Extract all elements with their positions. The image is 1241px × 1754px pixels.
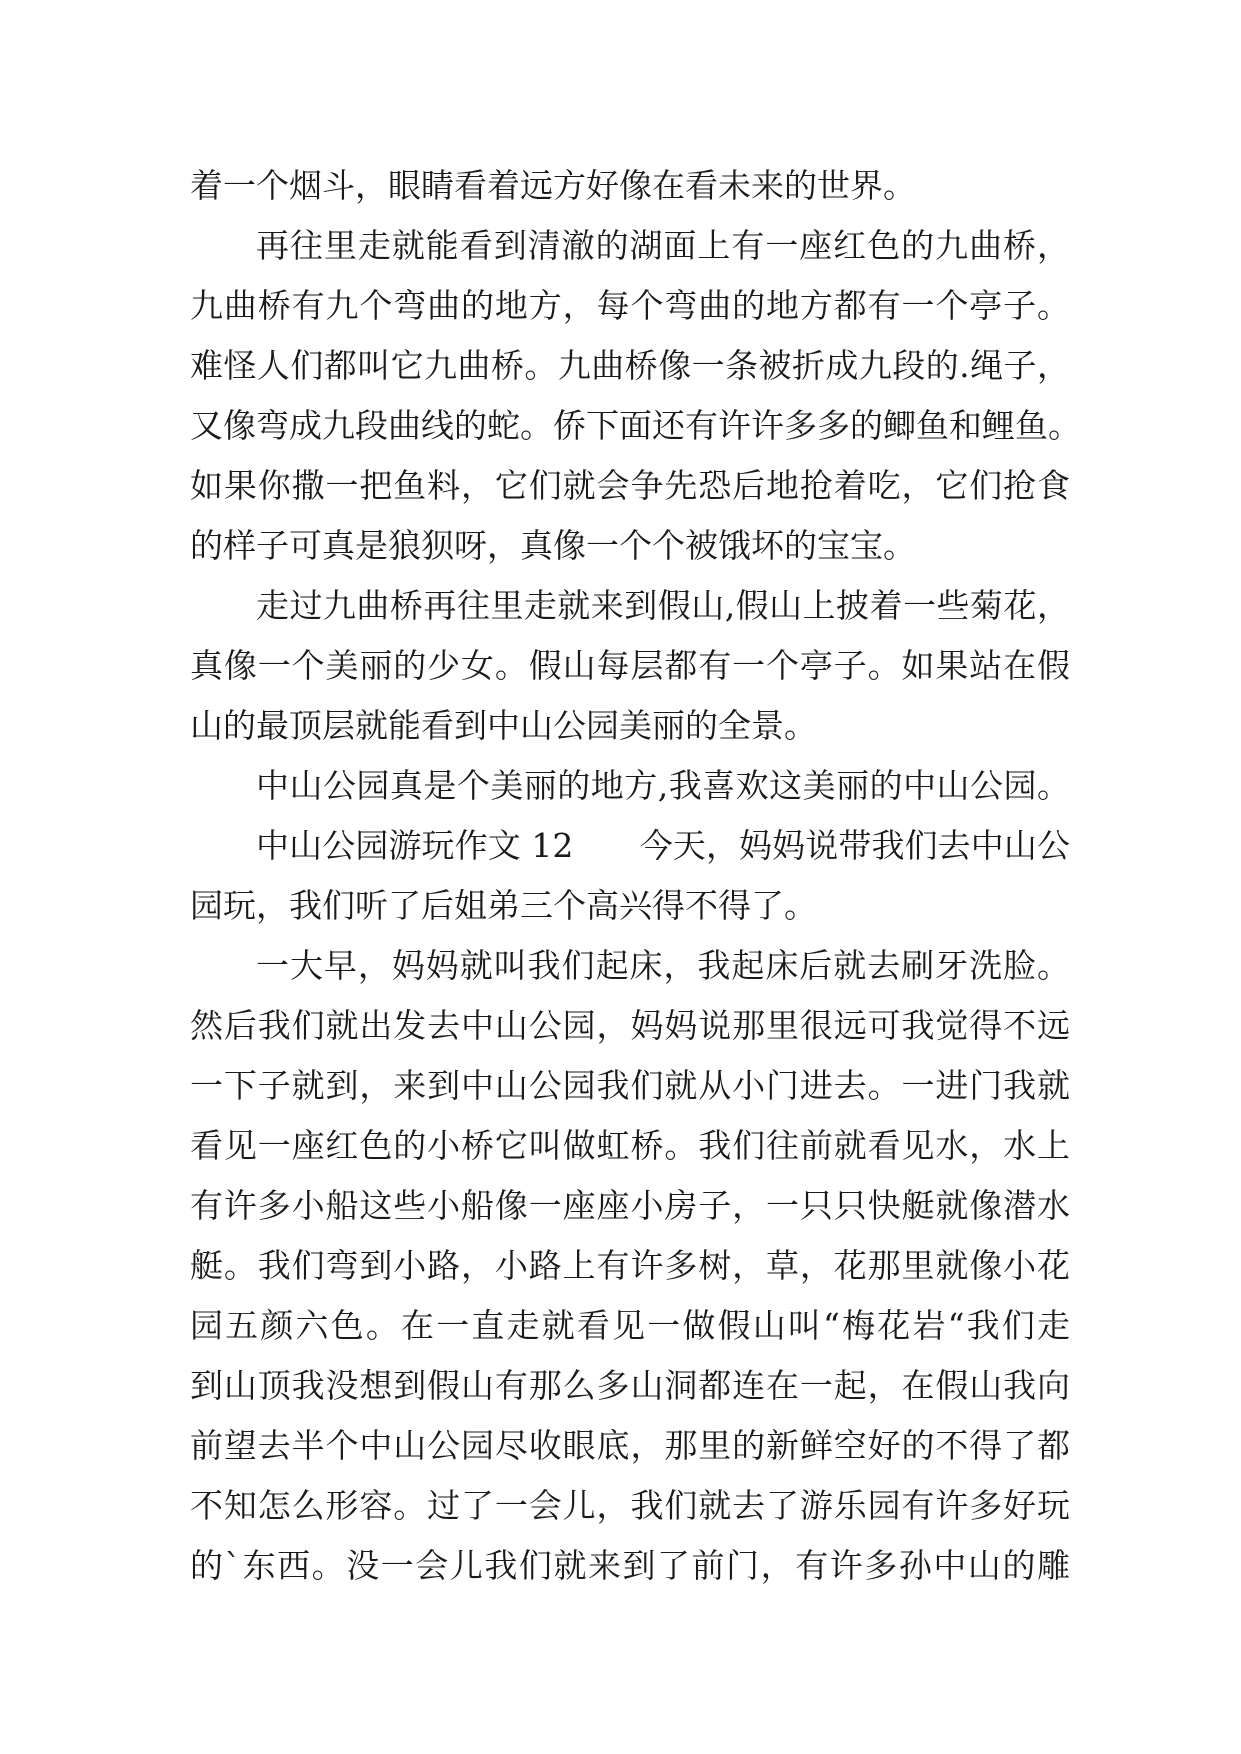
document-body [190, 156, 1081, 1596]
text-line: 的样子可真是狼狈呀，真像一个个被饿坏的宝宝。 [190, 526, 916, 565]
text-line: 再往里走就能看到清澈的湖面上有一座红色的九曲桥， [256, 226, 1070, 265]
text-line: 园五颜六色。在一直走就看见一做假山叫“梅花岩“我们走 [190, 1306, 1070, 1345]
text-line: 又像弯成九段曲线的蛇。侨下面还有许许多多的鲫鱼和鲤鱼。 [190, 406, 1081, 445]
text-line: 一下子就到，来到中山公园我们就从小门进去。一进门我就 [190, 1066, 1070, 1105]
text-line: 九曲桥有九个弯曲的地方，每个弯曲的地方都有一个亭子。 [190, 286, 1070, 325]
text-line: 走过九曲桥再往里走就来到假山,假山上披着一些菊花， [256, 586, 1070, 625]
text-line: 一大早，妈妈就叫我们起床，我起床后就去刷牙洗脸。 [256, 946, 1070, 985]
text-line: 着一个烟斗，眼睛看着远方好像在看未来的世界。 [190, 166, 916, 205]
text-line: 园玩，我们听了后姐弟三个高兴得不得了。 [190, 886, 817, 925]
text-line: 中山公园游玩作文 12 今天，妈妈说带我们去中山公 [256, 826, 1070, 865]
text-line: 不知怎么形容。过了一会儿，我们就去了游乐园有许多好玩 [190, 1486, 1070, 1525]
text-line: 艇。我们弯到小路，小路上有许多树，草，花那里就像小花 [190, 1246, 1070, 1285]
text-line: 看见一座红色的小桥它叫做虹桥。我们往前就看见水，水上 [190, 1126, 1070, 1165]
text-line: 中山公园真是个美丽的地方,我喜欢这美丽的中山公园。 [256, 766, 1070, 805]
text-line: 山的最顶层就能看到中山公园美丽的全景。 [190, 706, 817, 745]
text-line: 真像一个美丽的少女。假山每层都有一个亭子。如果站在假 [190, 646, 1070, 685]
text-line: 的`东西。没一会儿我们就来到了前门，有许多孙中山的雕 [190, 1546, 1070, 1585]
text-line: 到山顶我没想到假山有那么多山洞都连在一起，在假山我向 [190, 1366, 1070, 1405]
text-line: 有许多小船这些小船像一座座小房子，一只只快艇就像潜水 [190, 1186, 1070, 1225]
text-line: 然后我们就出发去中山公园，妈妈说那里很远可我觉得不远 [190, 1006, 1070, 1045]
text-line: 前望去半个中山公园尽收眼底，那里的新鲜空好的不得了都 [190, 1426, 1070, 1465]
text-line: 难怪人们都叫它九曲桥。九曲桥像一条被折成九段的.绳子， [190, 346, 1070, 385]
text-line: 如果你撒一把鱼料，它们就会争先恐后地抢着吃，它们抢食 [190, 466, 1070, 505]
